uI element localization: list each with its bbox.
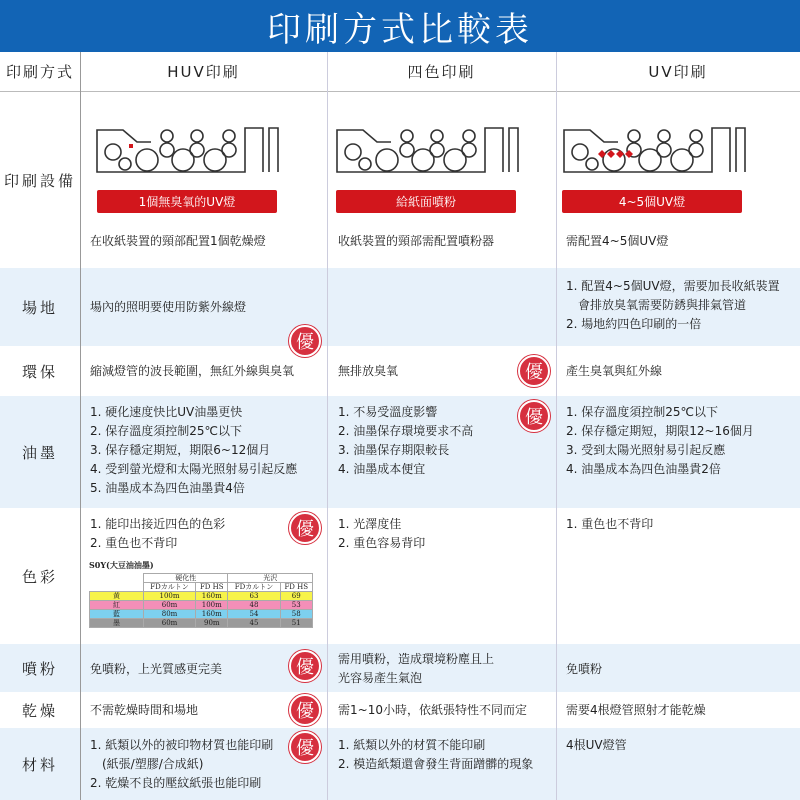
list-item: 1. 重色也不背印 xyxy=(566,517,654,531)
four-color-press-diagram-icon xyxy=(335,124,520,178)
column-divider xyxy=(80,52,81,800)
table-cell: 80m xyxy=(144,610,196,619)
row-label-color: 色彩 xyxy=(21,567,58,586)
superior-badge: 優 xyxy=(518,400,550,432)
header-huv: HUV印刷 xyxy=(80,52,327,92)
uv-drying: 需要4根燈管照射才能乾燥 xyxy=(566,703,706,717)
list-item: 1. 光澤度佳 xyxy=(338,517,402,531)
huv-material xyxy=(90,736,273,793)
header-four-color: 四色印刷 xyxy=(327,52,556,92)
list-item: 2. 乾燥不良的壓紋紙張也能印刷 xyxy=(90,776,262,790)
soy-ink-table-title: S0Y(大豆油油墨) xyxy=(89,560,154,570)
four-equipment-note: 收紙裝置的頸部需配置噴粉器 xyxy=(338,234,495,248)
list-item: 1. 不易受溫度影響 xyxy=(338,405,438,419)
superior-badge: 優 xyxy=(289,512,321,544)
row-label: 墨 xyxy=(90,619,144,628)
superior-badge: 優 xyxy=(289,694,321,726)
uv-eco: 產生臭氧與紅外線 xyxy=(566,364,663,378)
superior-badge: 優 xyxy=(518,355,550,387)
column-divider xyxy=(327,52,328,800)
list-item: 3. 保存穩定期短，期限6~12個月 xyxy=(90,443,271,457)
table-row xyxy=(90,610,313,619)
header-method: 印刷方式 xyxy=(0,52,80,92)
list-item: 1. 硬化速度快比UV油墨更快 xyxy=(90,405,243,419)
table-cell: 160m xyxy=(196,610,228,619)
list-item: 2. 油墨保存環境要求不高 xyxy=(338,424,474,438)
row-label-ink: 油墨 xyxy=(21,443,58,462)
huv-lamp-tag: 1個無臭氧的UV燈 xyxy=(97,190,277,213)
list-item: 5. 油墨成本為四色油墨貴4倍 xyxy=(90,481,245,495)
list-item: (紙張/塑膠/合成紙) xyxy=(102,757,204,771)
table-cell: 58 xyxy=(280,610,312,619)
huv-venue: 場內的照明要使用防紫外線燈 xyxy=(90,300,247,314)
sub-header: FDカルトン xyxy=(144,583,196,592)
table-cell: 63 xyxy=(228,592,280,601)
list-item: 2. 場地約四色印刷的一倍 xyxy=(566,317,702,331)
list-item: 2. 保存穩定期短，期限12~16個月 xyxy=(566,424,754,438)
superior-badge: 優 xyxy=(289,650,321,682)
header-uv: UV印刷 xyxy=(556,52,800,92)
table-cell: 53 xyxy=(280,601,312,610)
list-item: 2. 重色容易背印 xyxy=(338,536,426,550)
list-item: 3. 受到太陽光照射易引起反應 xyxy=(566,443,726,457)
list-item: 1. 保存溫度須控制25℃以下 xyxy=(566,405,719,419)
uv-ink xyxy=(566,403,754,479)
list-item: 1. 配置4~5個UV燈，需要加長收紙裝置 xyxy=(566,279,780,293)
table-row xyxy=(90,601,313,610)
four-color xyxy=(338,515,425,553)
four-color-powder-tag: 給紙面噴粉 xyxy=(336,190,516,213)
list-item: 需用噴粉，造成環境粉塵且上 xyxy=(338,652,495,666)
uv-venue xyxy=(566,277,780,334)
list-item: 4. 油墨成本便宜 xyxy=(338,462,426,476)
row-label-powder: 噴粉 xyxy=(21,659,58,678)
list-item: 4. 受到螢光燈和太陽光照射易引起反應 xyxy=(90,462,298,476)
soy-ink-table xyxy=(89,560,309,628)
list-item: 1. 能印出接近四色的色彩 xyxy=(90,517,226,531)
sub-header: FD HS xyxy=(196,583,228,592)
four-material xyxy=(338,736,533,774)
huv-drying: 不需乾燥時間和場地 xyxy=(90,703,199,717)
uv-material: 4根UV燈管 xyxy=(566,738,627,752)
huv-equipment-note: 在收紙裝置的頸部配置1個乾燥燈 xyxy=(90,234,266,248)
table-cell: 51 xyxy=(280,619,312,628)
four-eco: 無排放臭氧 xyxy=(338,364,399,378)
row-label-drying: 乾燥 xyxy=(21,701,58,720)
table-cell: 60m xyxy=(144,601,196,610)
list-item: 光容易產生氣泡 xyxy=(338,671,423,685)
list-item: 2. 模造紙類還會發生背面蹭髒的現象 xyxy=(338,757,534,771)
row-label: 紅 xyxy=(90,601,144,610)
table-cell: 100m xyxy=(144,592,196,601)
list-item: 4. 油墨成本為四色油墨貴2倍 xyxy=(566,462,721,476)
page-title: 印刷方式比較表 xyxy=(0,0,800,52)
row-label: 藍 xyxy=(90,610,144,619)
row-label-eco: 環保 xyxy=(21,362,58,381)
superior-badge: 優 xyxy=(289,731,321,763)
group-header: 硬化性 xyxy=(144,574,228,583)
row-label-equipment: 印刷設備 xyxy=(3,171,76,190)
huv-ink xyxy=(90,403,297,498)
table-cell: 69 xyxy=(280,592,312,601)
huv-powder: 免噴粉，上光質感更完美 xyxy=(90,662,223,676)
sub-header: FD HS xyxy=(280,583,312,592)
uv-equipment-note: 需配置4~5個UV燈 xyxy=(566,234,669,248)
list-item: 2. 保存溫度須控制25℃以下 xyxy=(90,424,243,438)
list-item: 1. 紙類以外的被印物材質也能印刷 xyxy=(90,738,274,752)
row-label: 黄 xyxy=(90,592,144,601)
huv-eco: 縮減燈管的波長範圍，無紅外線與臭氧 xyxy=(90,364,295,378)
superior-badge: 優 xyxy=(289,325,321,357)
sub-header: FDカルトン xyxy=(228,583,280,592)
list-item: 2. 重色也不背印 xyxy=(90,536,178,550)
column-divider xyxy=(556,52,557,800)
four-drying: 需1~10小時，依紙張特性不同而定 xyxy=(338,703,527,717)
row-label-venue: 場地 xyxy=(21,298,58,317)
list-item: 會排放臭氧需要防銹與排氣管道 xyxy=(578,298,747,312)
table-row xyxy=(90,592,313,601)
four-powder xyxy=(338,650,494,688)
table-cell: 100m xyxy=(196,601,228,610)
list-item: 3. 油墨保存期限較長 xyxy=(338,443,450,457)
row-label-material: 材料 xyxy=(21,755,58,774)
uv-powder: 免噴粉 xyxy=(566,662,603,676)
table-cell: 60m xyxy=(144,619,196,628)
huv-press-diagram-icon xyxy=(95,124,280,178)
huv-color xyxy=(90,515,225,553)
table-cell: 90m xyxy=(196,619,228,628)
table-cell: 160m xyxy=(196,592,228,601)
group-header: 光沢 xyxy=(228,574,313,583)
table-row xyxy=(90,619,313,628)
four-ink xyxy=(338,403,473,479)
table-cell: 54 xyxy=(228,610,280,619)
table-cell: 48 xyxy=(228,601,280,610)
uv-lamps-tag: 4~5個UV燈 xyxy=(562,190,742,213)
uv-press-diagram-icon xyxy=(562,124,747,178)
table-cell: 45 xyxy=(228,619,280,628)
uv-color xyxy=(566,515,653,534)
list-item: 1. 紙類以外的材質不能印刷 xyxy=(338,738,486,752)
